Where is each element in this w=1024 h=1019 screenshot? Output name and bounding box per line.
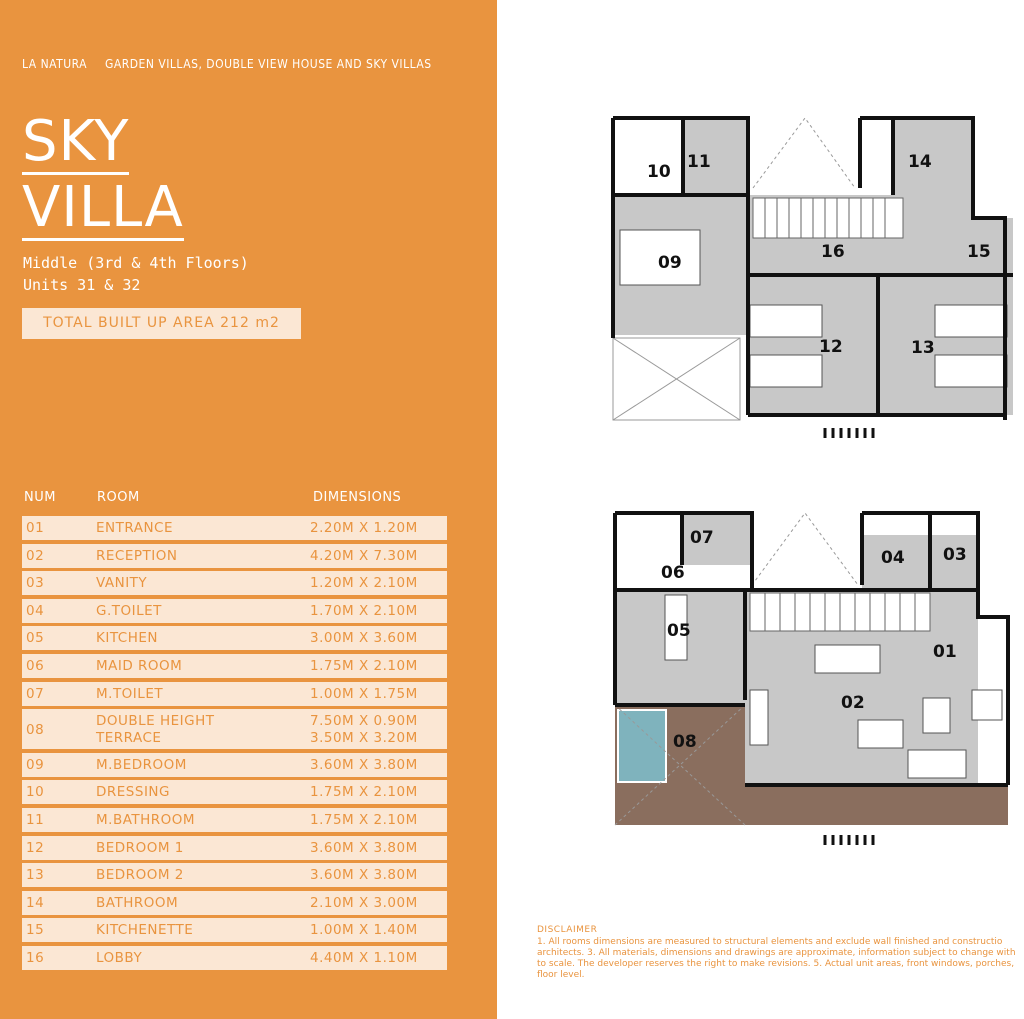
table-row — [22, 808, 447, 832]
row-dimensions: 4.40M X 1.10M — [310, 949, 418, 966]
row-room: VANITY — [96, 575, 148, 592]
row-num: 04 — [26, 602, 45, 619]
room-label-12: 12 — [819, 337, 843, 357]
room-label-01: 01 — [933, 642, 957, 662]
table-row — [22, 863, 447, 887]
row-num: 11 — [26, 811, 45, 828]
upper-floor-plan — [605, 110, 1024, 450]
row-num: 05 — [26, 630, 45, 647]
row-dimensions: 3.60M X 3.80M — [310, 756, 418, 773]
row-dimensions: 1.70M X 2.10M — [310, 602, 418, 619]
row-room: DRESSING — [96, 784, 170, 801]
row-dimensions-line2: 3.50M X 3.20M — [310, 730, 418, 747]
row-num: 12 — [26, 839, 45, 856]
room-label-06: 06 — [661, 563, 685, 583]
row-room: ENTRANCE — [96, 520, 173, 536]
row-room: M.BATHROOM — [96, 811, 196, 828]
room-label-10: 10 — [647, 162, 671, 182]
row-room: KITCHEN — [96, 630, 158, 647]
row-num: 07 — [26, 685, 45, 702]
row-dimensions: 1.75M X 2.10M — [310, 784, 418, 801]
table-row — [22, 599, 447, 623]
row-num: 06 — [26, 657, 45, 674]
header-num: NUM — [24, 490, 56, 505]
table-row — [22, 626, 447, 650]
room-label-16: 16 — [821, 242, 845, 262]
room-label-13: 13 — [911, 338, 935, 358]
row-num: 09 — [26, 756, 45, 773]
units-subtitle: Units 31 & 32 — [23, 276, 141, 294]
row-room-line2: TERRACE — [96, 730, 162, 747]
table-row — [22, 544, 447, 568]
room-label-09: 09 — [658, 253, 682, 273]
row-room: BATHROOM — [96, 894, 179, 911]
title-line-1: SKY — [22, 109, 130, 174]
row-dimensions: 1.75M X 2.10M — [310, 657, 418, 674]
row-room: M.TOILET — [96, 685, 164, 702]
row-room: M.BEDROOM — [96, 756, 187, 773]
room-label-08: 08 — [673, 732, 697, 752]
table-row — [22, 891, 447, 915]
row-num: 01 — [26, 520, 45, 536]
table-row — [22, 654, 447, 678]
table-row — [22, 753, 447, 777]
room-label-04: 04 — [881, 548, 905, 568]
disclaimer-text: 1. All rooms dimensions are measured to structural elements and exclude wall finished and constructio architects. 3. All materials, dimensions and drawings are approximate, information subject to change with to scale. The developer reserves the right to make revisions. 5. Actual unit areas, front windows, porches, floor level. — [537, 937, 1016, 980]
room-label-15: 15 — [967, 242, 991, 262]
room-label-05: 05 — [667, 621, 691, 641]
table-row — [22, 516, 447, 540]
total-area-badge: TOTAL BUILT UP AREA 212 m2 — [22, 308, 301, 339]
table-row — [22, 946, 447, 970]
table-row — [22, 780, 447, 804]
row-num: 10 — [26, 784, 45, 801]
table-header — [22, 488, 447, 516]
lower-floor-plan — [600, 505, 1024, 850]
row-num: 15 — [26, 922, 45, 939]
row-num: 16 — [26, 949, 45, 966]
row-room: LOBBY — [96, 949, 143, 966]
row-num: 02 — [26, 547, 45, 564]
disclaimer-title: DISCLAIMER — [537, 925, 598, 935]
row-dimensions: 2.20M X 1.20M — [310, 520, 418, 536]
row-dimensions: 3.60M X 3.80M — [310, 867, 418, 884]
table-row — [22, 709, 447, 749]
disclaimer — [537, 925, 1024, 981]
table-row — [22, 918, 447, 942]
room-label-11: 11 — [687, 152, 711, 172]
row-room: G.TOILET — [96, 602, 162, 619]
row-room: MAID ROOM — [96, 657, 183, 674]
row-dimensions: 7.50M X 0.90M — [310, 713, 418, 730]
row-num: 08 — [26, 722, 45, 739]
row-dimensions: 1.75M X 2.10M — [310, 811, 418, 828]
row-num: 03 — [26, 575, 45, 592]
room-label-02: 02 — [841, 693, 865, 713]
table-row — [22, 571, 447, 595]
row-room: DOUBLE HEIGHT — [96, 713, 215, 730]
title-line-2: VILLA — [22, 175, 184, 240]
row-dimensions: 1.20M X 2.10M — [310, 575, 418, 592]
row-dimensions: 2.10M X 3.00M — [310, 894, 418, 911]
room-label-03: 03 — [943, 545, 967, 565]
header-dimensions: DIMENSIONS — [313, 490, 402, 505]
row-dimensions: 4.20M X 7.30M — [310, 547, 418, 564]
row-room: BEDROOM 2 — [96, 867, 184, 884]
table-row — [22, 682, 447, 706]
info-panel — [0, 0, 497, 1019]
row-dimensions: 3.60M X 3.80M — [310, 839, 418, 856]
room-label-07: 07 — [690, 528, 714, 548]
row-dimensions: 3.00M X 3.60M — [310, 630, 418, 647]
table-row — [22, 836, 447, 860]
brand-name: LA NATURA — [22, 57, 88, 71]
row-room: BEDROOM 1 — [96, 839, 184, 856]
header-room: ROOM — [97, 490, 140, 505]
header-line — [22, 57, 432, 71]
row-num: 13 — [26, 867, 45, 884]
room-label-14: 14 — [908, 152, 932, 172]
row-room: RECEPTION — [96, 547, 178, 564]
project-tagline: GARDEN VILLAS, DOUBLE VIEW HOUSE AND SKY VILLAS — [104, 57, 432, 71]
floors-subtitle: Middle (3rd & 4th Floors) — [23, 254, 249, 272]
room-schedule-table — [22, 488, 447, 974]
row-dimensions: 1.00M X 1.40M — [310, 922, 418, 939]
table-body — [22, 516, 447, 970]
row-room: KITCHENETTE — [96, 922, 194, 939]
row-dimensions: 1.00M X 1.75M — [310, 685, 418, 702]
row-num: 14 — [26, 894, 45, 911]
